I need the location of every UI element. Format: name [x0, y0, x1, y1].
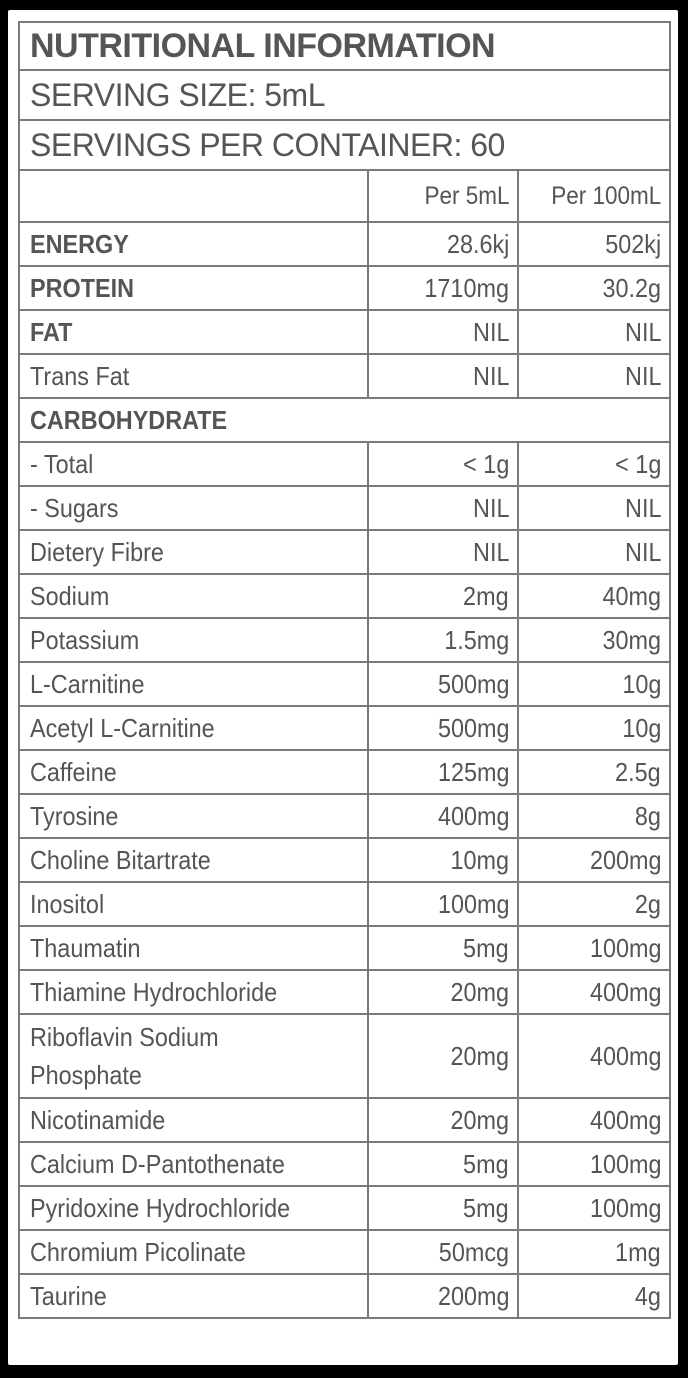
nutrient-name: Riboflavin Sodium Phosphate [19, 1014, 368, 1098]
per-serving-value: 20mg [368, 1014, 518, 1098]
nutrient-name: Choline Bitartrate [19, 838, 368, 882]
per-serving-value: < 1g [368, 442, 518, 486]
per-100-value: 2.5g [518, 750, 670, 794]
per-100-value: 100mg [518, 1142, 670, 1186]
per-serving-value: NIL [368, 486, 518, 530]
per-serving-value: 5mg [368, 926, 518, 970]
serving-size: SERVING SIZE: 5mL [19, 70, 670, 120]
column-header-row [19, 170, 670, 222]
nutrient-name: Pyridoxine Hydrochloride [19, 1186, 368, 1230]
per-serving-value: NIL [368, 530, 518, 574]
serving-size-row [19, 70, 670, 120]
per-serving-value: 500mg [368, 706, 518, 750]
per-100-value: 2g [518, 882, 670, 926]
per-serving-value: 2mg [368, 574, 518, 618]
per-100-value: 30.2g [518, 266, 670, 310]
per-100-value: < 1g [518, 442, 670, 486]
table-row [19, 1186, 670, 1230]
nutrient-name: Thaumatin [19, 926, 368, 970]
table-row [19, 1274, 670, 1318]
column-header-per-serving: Per 5mL [368, 170, 518, 222]
per-100-value: NIL [518, 486, 670, 530]
table-row [19, 882, 670, 926]
table-row [19, 970, 670, 1014]
per-100-value: 400mg [518, 1014, 670, 1098]
table-row [19, 662, 670, 706]
nutrient-name: Calcium D-Pantothenate [19, 1142, 368, 1186]
per-100-value: 40mg [518, 574, 670, 618]
per-100-value: 10g [518, 706, 670, 750]
nutrient-name: ENERGY [19, 222, 368, 266]
column-header-per-100: Per 100mL [518, 170, 670, 222]
per-100-value: 100mg [518, 926, 670, 970]
nutrient-name: Sodium [19, 574, 368, 618]
nutrient-name: Trans Fat [19, 354, 368, 398]
table-row [19, 354, 670, 398]
table-row [19, 442, 670, 486]
per-serving-value: 1710mg [368, 266, 518, 310]
per-100-value: 4g [518, 1274, 670, 1318]
nutrient-name: Inositol [19, 882, 368, 926]
per-100-value: 400mg [518, 1098, 670, 1142]
nutrient-name: FAT [19, 310, 368, 354]
per-serving-value: 5mg [368, 1186, 518, 1230]
table-row [19, 1142, 670, 1186]
nutrient-name: Caffeine [19, 750, 368, 794]
per-serving-value: NIL [368, 354, 518, 398]
nutrition-table [18, 21, 671, 1319]
per-100-value: 8g [518, 794, 670, 838]
nutrient-name: Nicotinamide [19, 1098, 368, 1142]
nutrient-name: Tyrosine [19, 794, 368, 838]
title-row [19, 22, 670, 70]
nutrient-name: - Total [19, 442, 368, 486]
table-row [19, 750, 670, 794]
per-100-value: NIL [518, 530, 670, 574]
table-row [19, 1014, 670, 1098]
nutrient-name: Chromium Picolinate [19, 1230, 368, 1274]
nutrient-name: PROTEIN [19, 266, 368, 310]
per-serving-value: 50mcg [368, 1230, 518, 1274]
nutrient-name: Taurine [19, 1274, 368, 1318]
per-100-value: 100mg [518, 1186, 670, 1230]
per-serving-value: 20mg [368, 970, 518, 1014]
per-100-value: 200mg [518, 838, 670, 882]
table-row [19, 530, 670, 574]
per-serving-value: 5mg [368, 1142, 518, 1186]
column-header-name [19, 170, 368, 222]
nutrient-name: - Sugars [19, 486, 368, 530]
per-serving-value: 28.6kj [368, 222, 518, 266]
nutrient-name: CARBOHYDRATE [19, 398, 670, 442]
nutrient-name: Thiamine Hydrochloride [19, 970, 368, 1014]
table-row [19, 1230, 670, 1274]
table-row [19, 266, 670, 310]
table-row [19, 926, 670, 970]
nutrient-name: Potassium [19, 618, 368, 662]
per-serving-value: NIL [368, 310, 518, 354]
table-row [19, 574, 670, 618]
nutrient-name: L-Carnitine [19, 662, 368, 706]
per-serving-value: 200mg [368, 1274, 518, 1318]
table-row [19, 706, 670, 750]
per-100-value: NIL [518, 354, 670, 398]
table-row [19, 1098, 670, 1142]
per-100-value: NIL [518, 310, 670, 354]
per-100-value: 30mg [518, 618, 670, 662]
table-row [19, 794, 670, 838]
table-row [19, 486, 670, 530]
servings-per-container: SERVINGS PER CONTAINER: 60 [19, 120, 670, 170]
per-serving-value: 125mg [368, 750, 518, 794]
servings-per-container-row [19, 120, 670, 170]
per-100-value: 1mg [518, 1230, 670, 1274]
table-row-carbohydrate [19, 398, 670, 442]
table-row [19, 838, 670, 882]
per-100-value: 502kj [518, 222, 670, 266]
per-serving-value: 10mg [368, 838, 518, 882]
table-row [19, 222, 670, 266]
table-row [19, 618, 670, 662]
per-serving-value: 100mg [368, 882, 518, 926]
per-serving-value: 1.5mg [368, 618, 518, 662]
per-serving-value: 400mg [368, 794, 518, 838]
per-serving-value: 20mg [368, 1098, 518, 1142]
per-100-value: 10g [518, 662, 670, 706]
per-100-value: 400mg [518, 970, 670, 1014]
nutrient-name: Dietery Fibre [19, 530, 368, 574]
table-title: NUTRITIONAL INFORMATION [19, 22, 670, 70]
nutrient-name: Acetyl L-Carnitine [19, 706, 368, 750]
per-serving-value: 500mg [368, 662, 518, 706]
table-row [19, 310, 670, 354]
